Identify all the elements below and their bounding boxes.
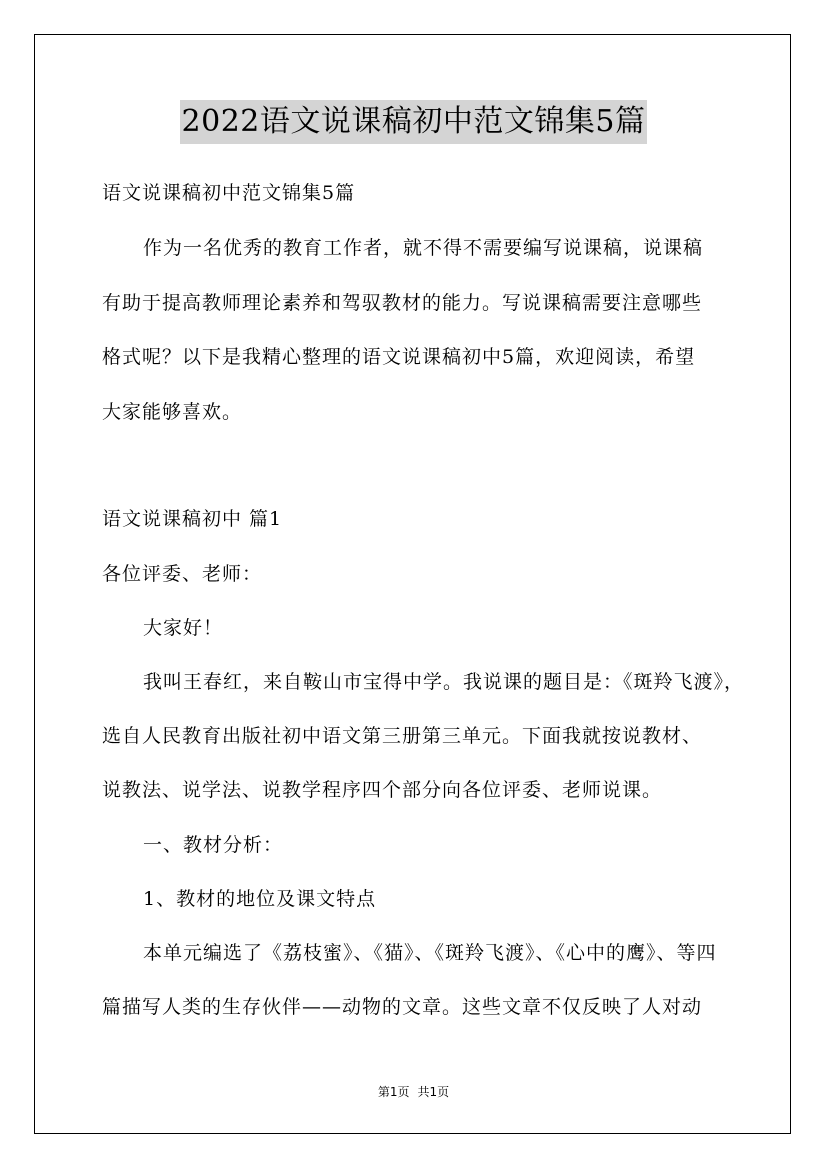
salutation: 各位评委、老师： [102, 563, 263, 585]
page-total: 共1页 [417, 1085, 450, 1099]
intro-line-1: 作为一名优秀的教育工作者，就不得不需要编写说课稿，说课稿 [143, 237, 704, 259]
body-line-3: 说教法、说学法、说教学程序四个部分向各位评委、老师说课。 [102, 779, 663, 801]
paragraph-line-1: 本单元编选了《荔枝蜜》、《猫》、《斑羚飞渡》、《心中的鹰》、等四 [143, 942, 717, 964]
greeting: 大家好！ [143, 617, 224, 639]
section-heading: 语文说课稿初中 篇1 [102, 508, 283, 530]
intro-line-2: 有助于提高教师理论素养和驾驭教材的能力。写说课稿需要注意哪些 [102, 292, 703, 314]
body-line-1: 我叫王春红，来自鞍山市宝得中学。我说课的题目是：《斑羚飞渡》， [143, 671, 745, 693]
page-number: 第1页 [377, 1085, 410, 1099]
intro-line-4: 大家能够喜欢。 [102, 401, 243, 423]
heading-1: 一、教材分析： [143, 834, 284, 856]
intro-line-3: 格式呢？以下是我精心整理的语文说课稿初中5篇，欢迎阅读，希望 [102, 346, 696, 368]
document-title: 2022语文说课稿初中范文锦集5篇 [180, 100, 648, 144]
subtitle: 语文说课稿初中范文锦集5篇 [102, 182, 356, 204]
body-line-2: 选自人民教育出版社初中语文第三册第三单元。下面我就按说教材、 [102, 725, 703, 747]
paragraph-line-2: 篇描写人类的生存伙伴——动物的文章。这些文章不仅反映了人对动 [102, 996, 703, 1018]
title-container [0, 100, 827, 144]
page-footer [0, 1083, 827, 1101]
heading-1-1: 1、教材的地位及课文特点 [143, 888, 377, 910]
